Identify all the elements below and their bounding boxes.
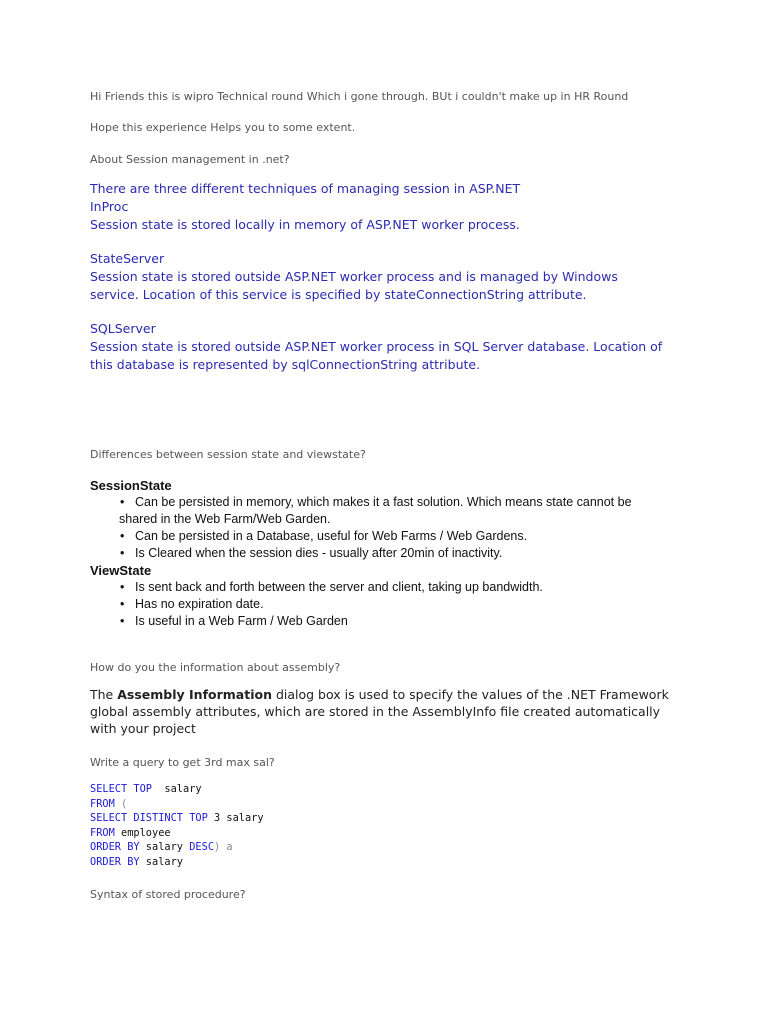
code-line <box>90 797 264 812</box>
sql-keyword: SELECT DISTINCT TOP <box>90 812 208 825</box>
question-session-vs-viewstate: Differences between session state and viewstate? <box>90 448 366 461</box>
sessionstate-heading: SessionState <box>90 478 172 493</box>
question-session-management: About Session management in .net? <box>90 153 290 166</box>
list-item <box>90 494 632 528</box>
sql-text: salary <box>139 855 184 868</box>
assembly-rest: dialog box is used to specify the values of the .NET Framework <box>271 687 669 702</box>
sql-text: ) a <box>214 841 233 854</box>
sql-text: salary <box>139 841 190 854</box>
intro-line-2: Hope this experience Helps you to some extent. <box>90 121 356 134</box>
answer-line: SQLServer <box>90 321 156 336</box>
answer-line: Session state is stored locally in memory of ASP.NET worker process. <box>90 217 520 232</box>
code-line <box>90 840 264 855</box>
sql-keyword: DESC <box>189 841 215 854</box>
sql-text: 3 salary <box>207 812 264 825</box>
answer-line: Session state is stored outside ASP.NET worker process in SQL Server database. Location of <box>90 339 663 354</box>
sql-keyword: SELECT TOP <box>90 783 152 795</box>
list-item <box>90 596 632 613</box>
list-item <box>90 528 632 545</box>
code-line <box>90 855 264 870</box>
viewstate-heading: ViewState <box>90 563 152 578</box>
list-item-text: Has no expiration date. <box>135 597 264 611</box>
answer-line: this database is represented by sqlConnectionString attribute. <box>90 357 481 372</box>
assembly-answer-line-1 <box>90 686 690 703</box>
sql-keyword: FROM <box>90 797 115 810</box>
intro-line-1: Hi Friends this is wipro Technical round Which i gone through. BUt i couldn't make up in HR Round <box>90 90 629 103</box>
assembly-answer-line-2: global assembly attributes, which are stored in the AssemblyInfo file created automatically <box>90 704 661 719</box>
question-3rd-max-sal: Write a query to get 3rd max sal? <box>90 756 275 769</box>
sql-text: employee <box>114 826 171 839</box>
list-item <box>90 545 632 562</box>
list-item-text: Is sent back and forth between the server and client, taking up bandwidth. <box>135 580 543 594</box>
list-item <box>90 613 632 630</box>
sessionstate-section <box>90 477 632 630</box>
question-assembly: How do you the information about assembly? <box>90 661 341 674</box>
sessionstate-list <box>90 494 632 562</box>
assembly-answer <box>90 686 690 737</box>
code-line <box>90 811 264 826</box>
answer-line: There are three different techniques of managing session in ASP.NET <box>90 181 521 196</box>
list-item-text: Can be persisted in a Database, useful for Web Farms / Web Gardens. <box>135 529 528 543</box>
code-line <box>90 782 264 797</box>
sql-text: salary <box>152 783 202 795</box>
list-item-continuation: shared in the Web Farm/Web Garden. <box>119 512 331 526</box>
sql-code-block <box>90 782 264 870</box>
viewstate-list <box>90 579 632 630</box>
question-stored-procedure: Syntax of stored procedure? <box>90 888 246 901</box>
answer-line: StateServer <box>90 251 165 266</box>
answer-line: Session state is stored outside ASP.NET worker process and is managed by Windows <box>90 269 618 284</box>
list-item-text: Can be persisted in memory, which makes it a fast solution. Which means state cannot be <box>135 495 632 509</box>
assembly-answer-line-3: with your project <box>90 721 196 736</box>
answer-line: InProc <box>90 199 129 214</box>
sql-keyword: ORDER BY <box>90 841 140 854</box>
list-item-text: Is useful in a Web Farm / Web Garden <box>135 614 348 628</box>
sql-keyword: ORDER BY <box>90 855 140 868</box>
code-line <box>90 826 264 841</box>
list-item-text: Is Cleared when the session dies - usually after 20min of inactivity. <box>135 546 503 560</box>
assembly-prefix: The <box>90 687 118 702</box>
sql-text: ( <box>114 797 128 810</box>
sql-keyword: FROM <box>90 826 115 839</box>
assembly-bold-term: Assembly Information <box>117 687 272 702</box>
answer-line: service. Location of this service is specified by stateConnectionString attribute. <box>90 287 587 302</box>
list-item <box>90 579 632 596</box>
